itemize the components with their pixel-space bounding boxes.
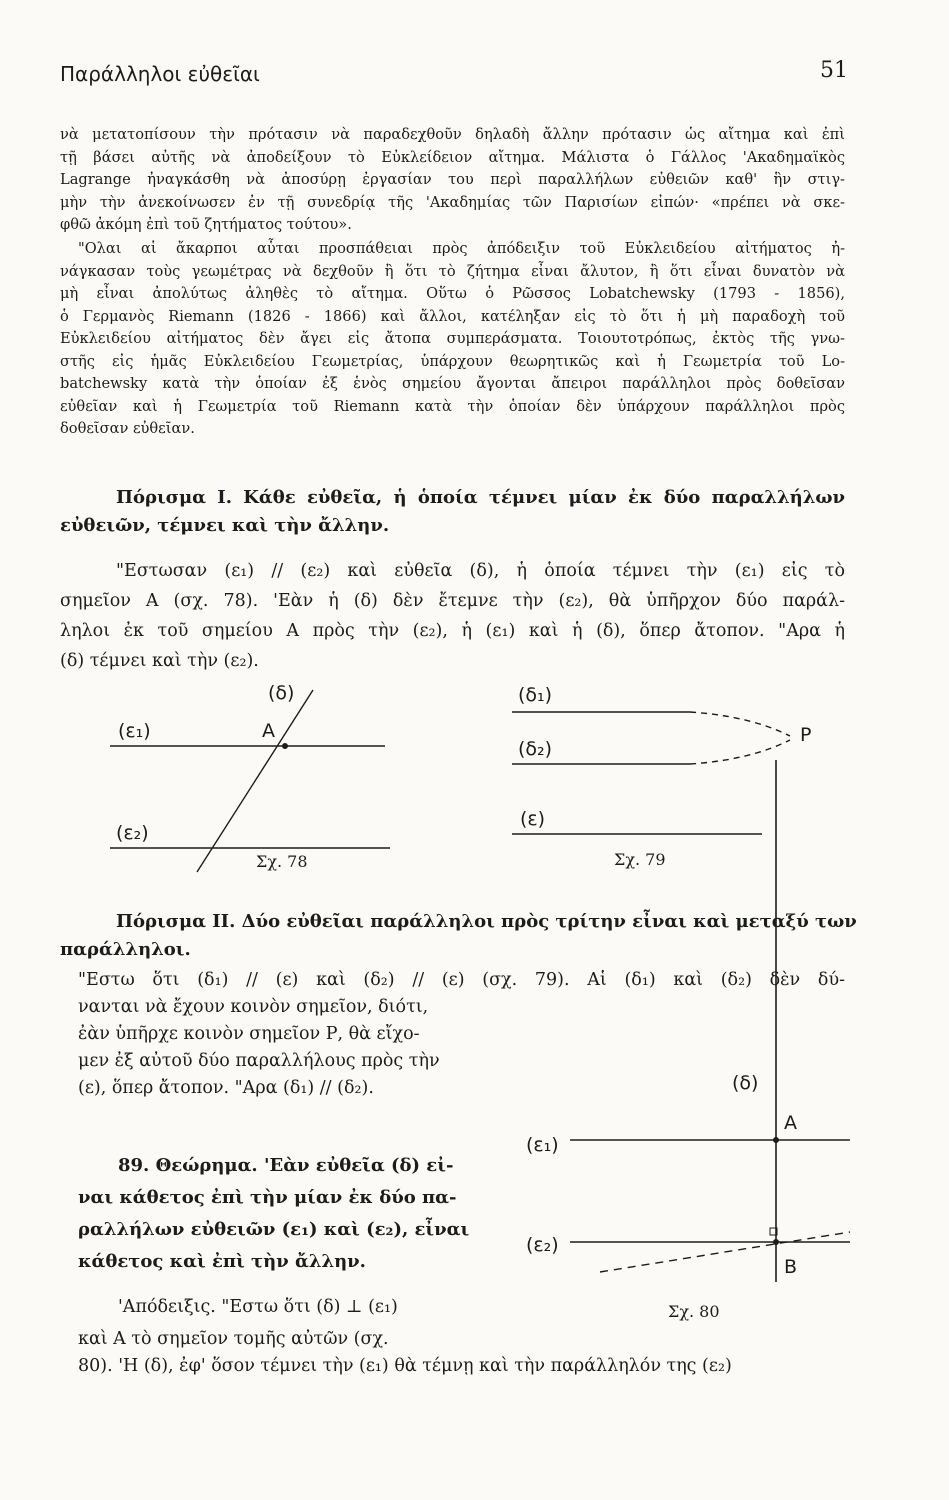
label-e2-fig80: (ε₂) [526,1234,559,1256]
text-line: φθῶ ἀκόμη ἐπὶ τοῦ ζητήματος τούτου». [60,216,352,233]
text-line: batchewsky κατὰ τὴν ὁποίαν ἐξ ἑνὸς σημείου ἄγονται ἄπειροι παράλληλοι πρὸς δοθεῖσαν [60,375,845,392]
text-line: ἐὰν ὑπῆρχε κοινὸν σημεῖον Ρ, θὰ εἴχο- [78,1024,420,1044]
text-line: νὰ μετατοπίσουν τὴν πρότασιν νὰ παραδεχθοῦν δηλαδὴ ἄλλην πρότασιν ὡς αἴτημα καὶ ἐπὶ [60,126,845,143]
text-line: "Ολαι αἱ ἄκαρποι αὗται προσπάθειαι πρὸς ἀπόδειξιν τοῦ Εὐκλειδείου αἰτήματος ἠ- [78,240,845,257]
line-d2-dashed [690,740,790,764]
label-e: (ε) [520,808,546,830]
figure-79-caption: Σχ. 79 [614,850,666,869]
heading-line: Πόρισμα II. Δύο εὐθεῖαι παράλληλοι πρὸς τρίτην εἶναι καὶ μεταξύ των [116,911,857,932]
running-header: Παράλληλοι εὐθεῖαι [60,62,260,86]
text-line: ληλοι ἐκ τοῦ σημείου Α πρὸς τὴν (ε₂), ἡ (ε₁) καὶ ἡ (δ), ὅπερ ἄτοπον. "Αρα ἡ [60,621,845,641]
point-A-fig80 [773,1137,779,1143]
label-A: A [262,720,275,742]
text-line: τῇ βάσει αὐτῆς νὰ ἀποδείξουν τὸ Εὐκλείδειον αἴτημα. Μάλιστα ὁ Γάλλος 'Ακαδημαϊκὸς [60,148,845,166]
proof-line-2: καὶ Α τὸ σημεῖον τομῆς αὐτῶν (σχ. [78,1329,389,1349]
text-line: στῆς εἰς ἡμᾶς Εὐκλειδείου Γεωμετρίας, ὑπάρχουν θεωρητικῶς καὶ ἡ Γεωμετρία τοῦ Lo- [60,352,845,370]
heading-line: Πόρισμα I. Κάθε εὐθεῖα, ἡ ὁποία τέμνει μίαν ἐκ δύο παραλλήλων [116,487,845,508]
point-B-fig80 [773,1239,779,1245]
text-line: νάγκασαν τοὺς γεωμέτρας νὰ δεχθοῦν ἢ ὅτι τὸ ζήτημα εἶναι ἄλυτον, ἢ ὅτι εἶναι δυνατὸν νὰ [60,262,845,280]
figure-78-caption: Σχ. 78 [256,852,308,871]
theorem-line: ραλλήλων εὐθειῶν (ε₁) καὶ (ε₂), εἶναι [78,1219,470,1240]
corollary-2-heading [60,908,857,964]
text-line: "Εστωσαν (ε₁) // (ε₂) καὶ εὐθεῖα (δ), ἡ ὁποία τέμνει τὴν (ε₁) εἰς τὸ [116,561,845,581]
line-dashed-fig80 [600,1232,850,1272]
corollary-2-body [78,994,478,1102]
point-A [282,743,288,749]
label-d2: (δ₂) [518,738,553,760]
text-line: δοθεῖσαν εὐθεῖαν. [60,420,195,437]
text-line: νανται νὰ ἔχουν κοινὸν σημεῖον, διότι, [78,997,429,1017]
text-line: Εὐκλειδείου αἰτήματος δὲν ἄγει εἰς ἄτοπα συμπεράσματα. Τοιουτοτρόπως, ἐκτὸς τῆς γνω- [60,330,845,347]
label-B-fig80: B [784,1256,798,1278]
text-line: εὐθεῖαν καὶ ἡ Γεωμετρία τοῦ Riemann κατὰ τὴν ὁποίαν δὲν ὑπάρχουν παράλληλοι πρὸς [60,397,845,415]
corollary-2-first-line [60,966,845,994]
theorem-line: 89. Θεώρημα. 'Εὰν εὐθεῖα (δ) εἰ- [118,1155,454,1176]
proof-line-3: 80). 'Η (δ), ἐφ' ὅσον τέμνει τὴν (ε₁) θὰ τέμνῃ καὶ τὴν παράλληλόν της (ε₂) [78,1356,732,1376]
figure-80-caption: Σχ. 80 [668,1302,720,1321]
label-d: (δ) [268,682,295,704]
page-number: 51 [820,58,848,83]
text-line: (ε), ὅπερ ἄτοπον. "Αρα (δ₁) // (δ₂). [78,1078,374,1098]
theorem-line: ναι κάθετος ἐπὶ τὴν μίαν ἐκ δύο πα- [78,1187,457,1208]
label-P: P [800,724,812,746]
label-e1-fig80: (ε₁) [526,1134,559,1156]
line-d [197,690,313,872]
label-A-fig80: A [784,1112,797,1134]
text-line: (δ) τέμνει καὶ τὴν (ε₂). [60,651,259,671]
proof-line-1: 'Απόδειξις. "Εστω ὅτι (δ) ⊥ (ε₁) [118,1297,398,1317]
text-line: σημεῖον Α (σχ. 78). 'Εὰν ἡ (δ) δὲν ἔτεμνε τὴν (ε₂), θὰ ὑπῆρχον δύο παράλ- [60,591,845,611]
text-line: ὁ Γερμανὸς Riemann (1826 - 1866) καὶ ἄλλοι, κατέληξαν εἰς τὸ ὅτι ἡ μὴ παραδοχὴ τοῦ [60,307,845,325]
heading-line: παράλληλοι. [60,939,191,960]
text-line: Lagrange ἠναγκάσθη νὰ ἀποσύρῃ ἐργασίαν του περὶ παραλλήλων εὐθειῶν καθ' ἣν στιγ- [60,171,845,188]
label-e1: (ε₁) [118,720,151,742]
theorem-89 [78,1150,470,1278]
text-line: "Εστω ὅτι (δ₁) // (ε) καὶ (δ₂) // (ε) (σχ. 79). Αἱ (δ₁) καὶ (δ₂) δὲν δύ- [78,970,845,990]
text-line: μὴν τὴν ἀνεκοίνωσεν ἐν τῇ συνεδρίᾳ τῆς 'Ακαδημίας τῶν Παρισίων εἰπών· «πρέπει νὰ σκε- [60,193,845,211]
label-d1: (δ₁) [518,684,553,706]
theorem-line: κάθετος καὶ ἐπὶ τὴν ἄλλην. [78,1251,366,1272]
proof-line-3-wrap [78,1352,868,1380]
line-d1-dashed [690,712,790,736]
label-d-fig80: (δ) [732,1072,759,1094]
heading-line: εὐθειῶν, τέμνει καὶ τὴν ἄλλην. [60,515,390,536]
text-line: μεν ἐξ αὐτοῦ δύο παραλλήλους πρὸς τὴν [78,1051,440,1071]
label-e2: (ε₂) [116,822,149,844]
text-line: μὴ εἶναι ἀπολύτως ἀληθὲς τὸ αἴτημα. Οὕτω ὁ Ρῶσσος Lobatchewsky (1793 - 1856), [60,285,845,302]
